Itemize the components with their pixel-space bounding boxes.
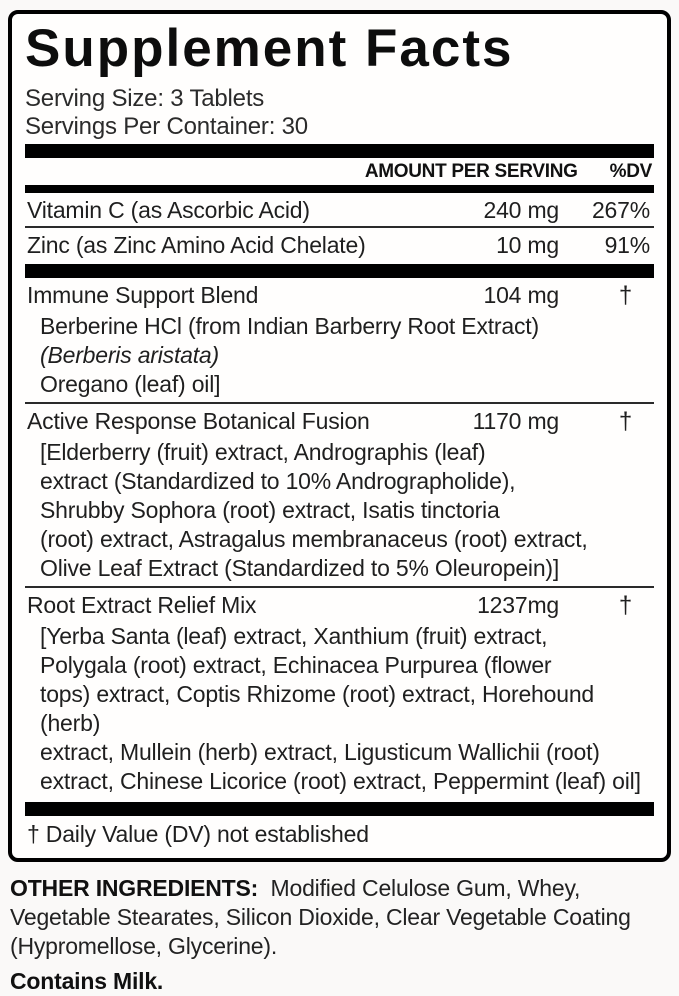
section-divider-thick-bottom	[25, 802, 654, 816]
dagger-symbol: †	[618, 282, 632, 309]
table-row-vitamin-c	[25, 193, 654, 226]
blend-ingredient-line: (root) extract, Astragalus membranaceus (root) extract,	[40, 526, 588, 552]
daily-value-footnote: † Daily Value (DV) not established	[27, 821, 369, 847]
serving-size: Serving Size: 3 Tablets	[25, 85, 265, 112]
blend-ingredient-line: tops) extract, Coptis Rhizome (root) extract, Horehound (herb)	[40, 681, 595, 736]
table-row-zinc	[25, 228, 654, 261]
blend-immune-support	[25, 278, 654, 402]
blend-root-extract	[25, 588, 654, 799]
dagger-symbol: †	[618, 408, 632, 435]
table-row-blend-name	[25, 404, 654, 438]
blend-ingredient-line: extract (Standardized to 10% Andrographolide),	[40, 468, 516, 494]
other-ingredients-label: OTHER INGREDIENTS:	[10, 875, 259, 901]
blend-ingredient-line: Shrubby Sophora (root) extract, Isatis tinctoria	[40, 497, 500, 523]
blend-amount: 1170 mg	[472, 408, 559, 434]
nutrient-name: Zinc (as Zinc Amino Acid Chelate)	[27, 232, 366, 258]
supplement-label-page	[0, 10, 679, 994]
blend-ingredient-line: [Elderberry (fruit) extract, Andrographis (leaf)	[40, 439, 486, 465]
section-divider-thick-top	[25, 144, 654, 158]
blend-ingredient-line: [Yerba Santa (leaf) extract, Xanthium (fruit) extract,	[40, 623, 548, 649]
blend-ingredient-line: Oregano (leaf) oil]	[40, 371, 221, 397]
other-ingredients-text: Modified Celulose Gum, Whey, Vegetable Stearates, Silicon Dioxide, Clear Vegetable Coating (Hypromellose, Glycerine).	[10, 875, 631, 959]
servings-per-container: Servings Per Container: 30	[25, 113, 308, 140]
blend-active-response	[25, 404, 654, 586]
other-ingredients-section	[10, 874, 669, 996]
section-divider-thick-blends	[25, 264, 654, 278]
blend-ingredient-line: Olive Leaf Extract (Standardized to 5% Oleuropein)]	[40, 555, 560, 581]
blend-amount: 104 mg	[483, 282, 559, 308]
other-ingredients-paragraph	[10, 874, 669, 961]
blend-name: Root Extract Relief Mix	[27, 592, 257, 618]
contains-allergen-statement: Contains Milk.	[10, 968, 164, 994]
nutrient-name: Vitamin C (as Ascorbic Acid)	[27, 197, 310, 223]
column-header-amount: AMOUNT PER SERVING	[364, 161, 578, 182]
blend-name: Active Response Botanical Fusion	[27, 408, 370, 434]
blend-ingredient-line: Berberine HCl (from Indian Barberry Root Extract)	[40, 313, 539, 339]
table-row-blend-name	[25, 278, 654, 312]
dagger-symbol: †	[618, 592, 632, 619]
nutrient-amount: 240 mg	[483, 197, 559, 223]
blend-amount: 1237mg	[477, 592, 559, 618]
supplement-facts-panel	[8, 10, 671, 862]
nutrient-dv: 91%	[604, 232, 650, 258]
column-header-dv: %DV	[609, 161, 652, 182]
nutrient-dv: 267%	[591, 197, 650, 223]
table-row-blend-name	[25, 588, 654, 622]
blend-ingredient-line: Polygala (root) extract, Echinacea Purpurea (flower	[40, 652, 552, 678]
blend-ingredient-line-latin: (Berberis aristata)	[40, 342, 219, 368]
nutrient-amount: 10 mg	[496, 232, 559, 258]
blend-name: Immune Support Blend	[27, 282, 259, 308]
panel-title: Supplement Facts	[25, 19, 514, 78]
blend-ingredient-line: extract, Mullein (herb) extract, Ligusticum Wallichii (root)	[40, 739, 600, 765]
column-header-underline	[25, 185, 654, 193]
column-header-row	[25, 158, 654, 185]
blend-ingredient-line: extract, Chinese Licorice (root) extract, Peppermint (leaf) oil]	[40, 768, 641, 794]
